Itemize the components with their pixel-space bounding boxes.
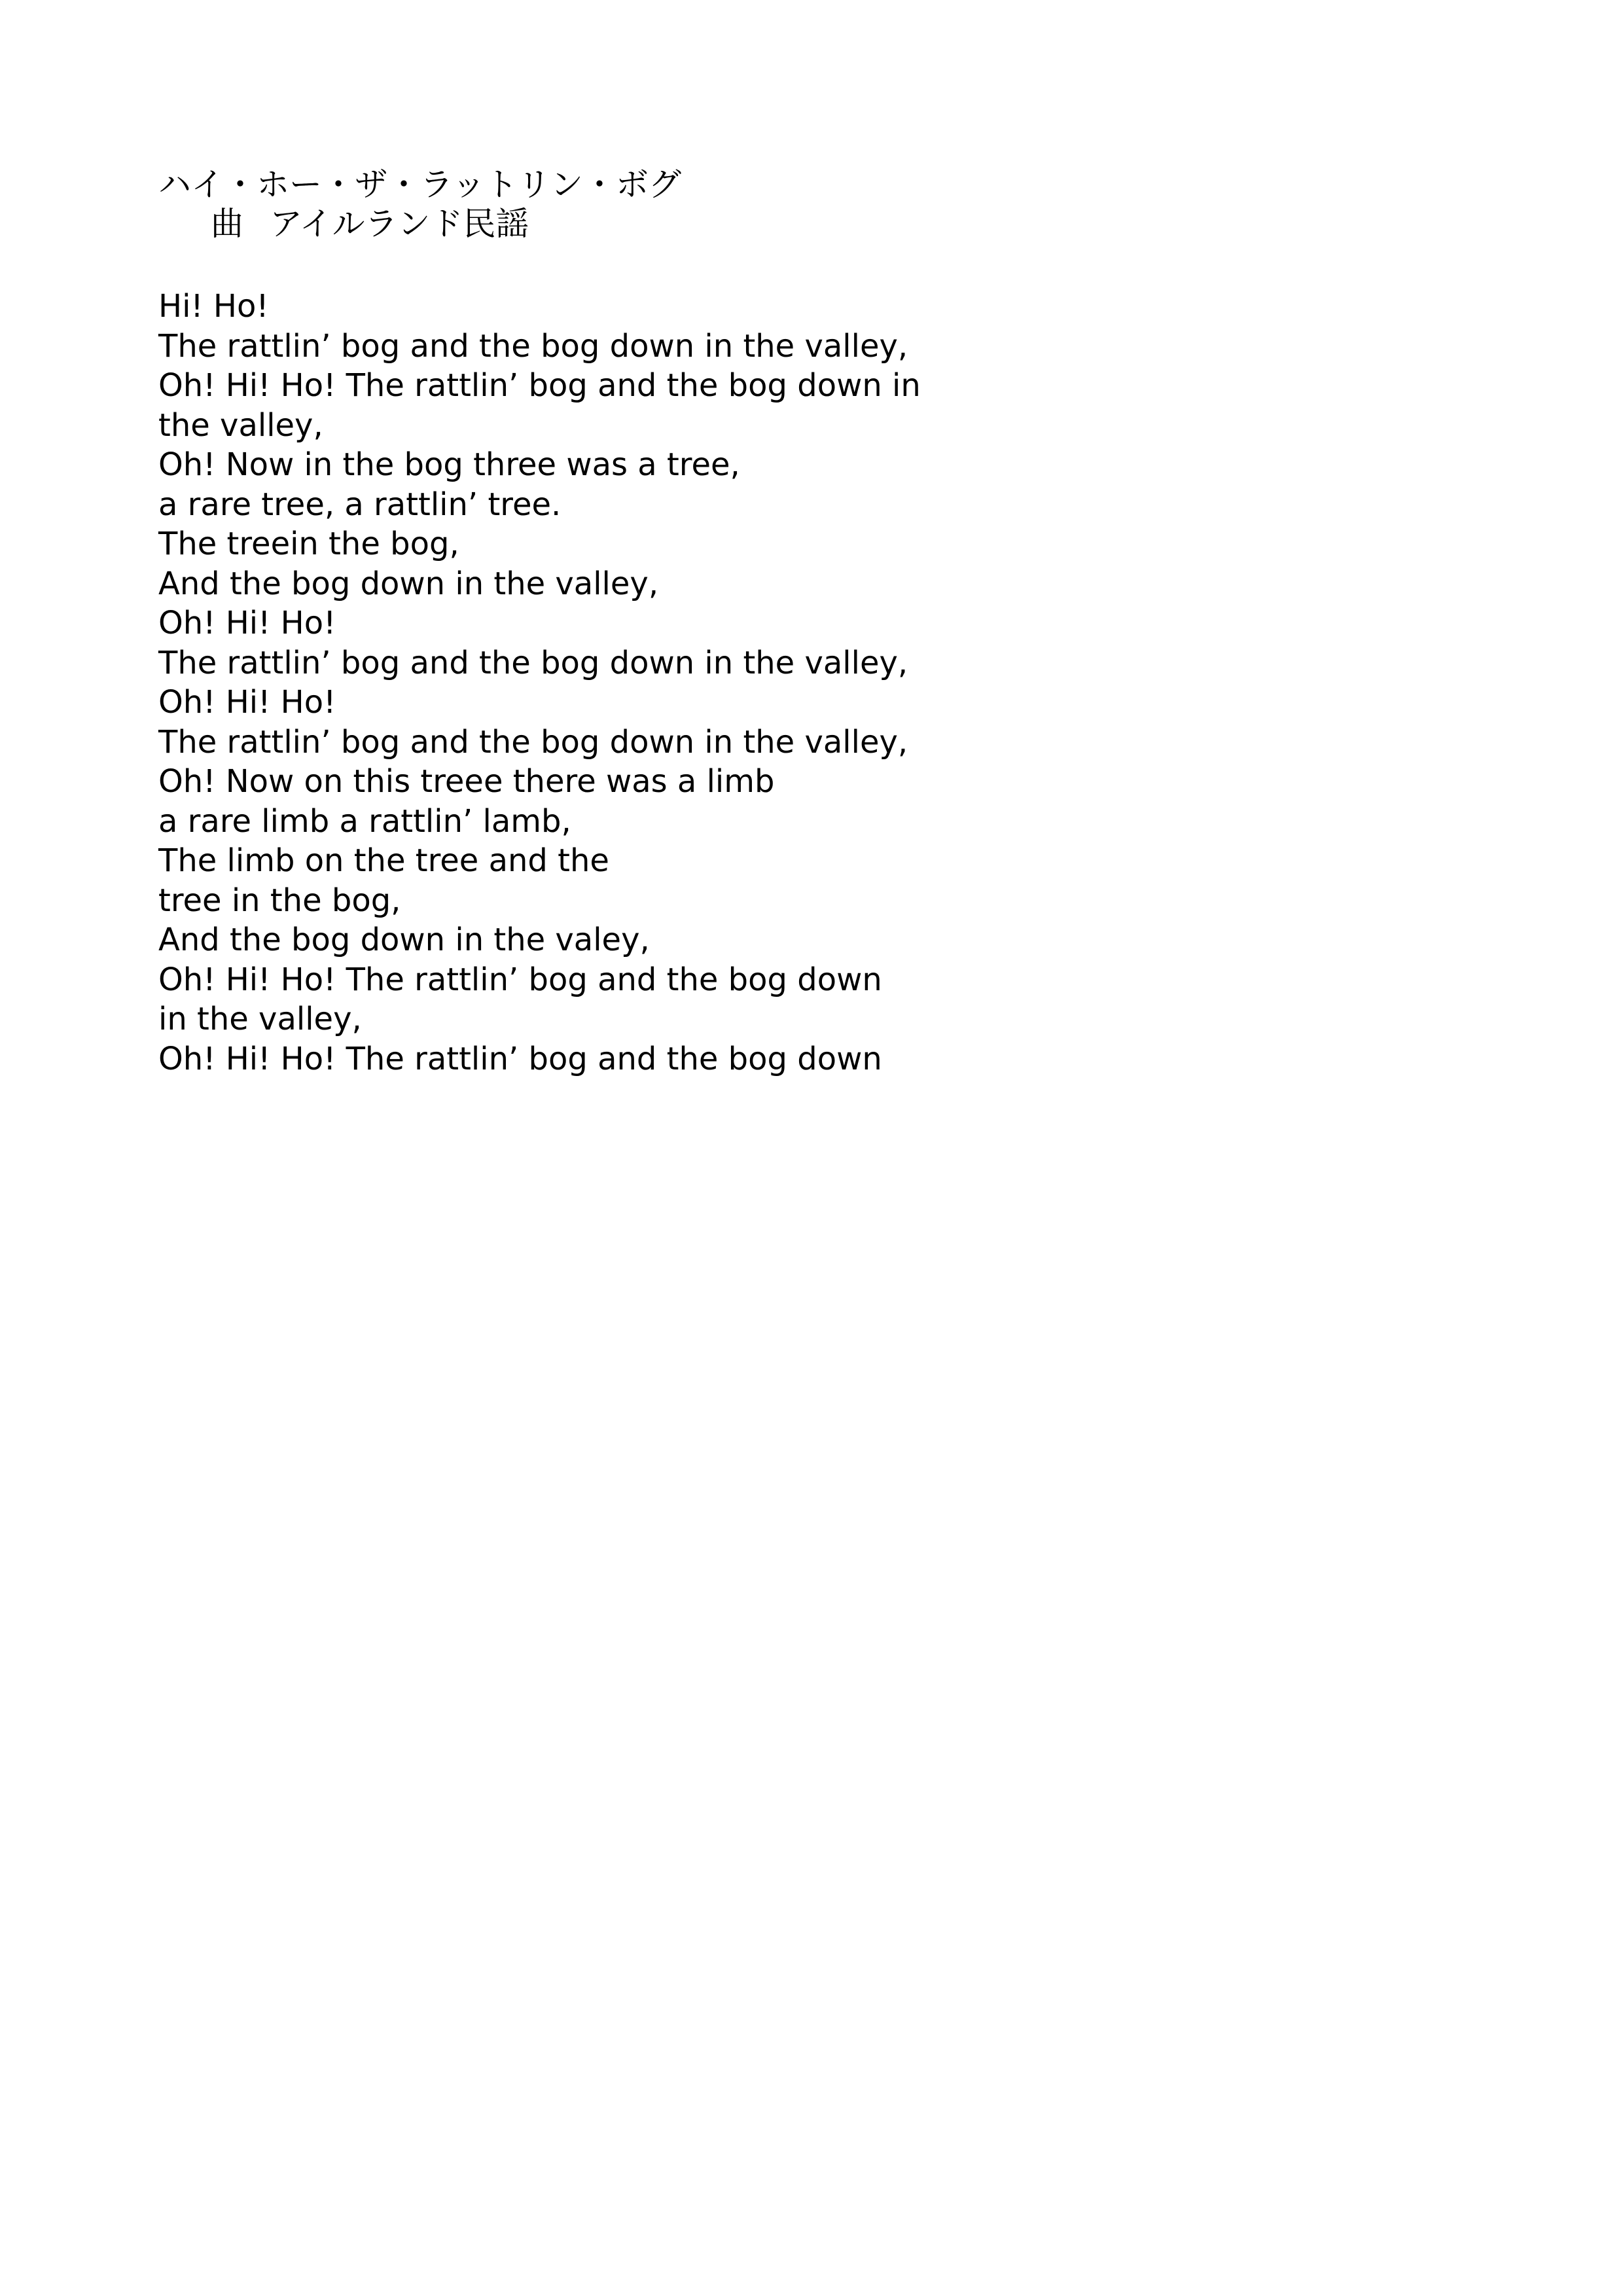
lyric-line: tree in the bog, [158,882,401,919]
lyric-line: The rattlin’ bog and the bog down in the valley, [158,723,908,761]
song-subtitle [158,204,1205,243]
lyric-line: in the valley, [158,1001,362,1037]
composer-origin: アイルランド民謡 [270,205,529,243]
lyric-line: a rare tree, a rattlin’ tree. [158,486,562,523]
lyric-line: And the bog down in the valley, [158,565,659,602]
lyric-line: Oh! Now on this treee there was a limb [158,763,775,800]
lyric-line: The treein the bog, [158,526,459,562]
lyric-line: a rare limb a rattlin’ lamb, [158,802,571,840]
composition-label: 曲 [211,205,243,243]
lyrics-block [158,287,1336,1079]
title-block [158,165,1205,243]
lyric-line: Oh! Hi! Ho! The rattlin’ bog and the bog down in [158,367,921,404]
lyric-line: The rattlin’ bog and the bog down in the valley, [158,327,908,365]
lyric-line: the valley, [158,406,323,444]
lyric-line: Oh! Hi! Ho! [158,605,336,641]
lyric-line: The rattlin’ bog and the bog down in the valley, [158,644,908,681]
lyric-line: Oh! Now in the bog three was a tree, [158,446,740,483]
lyric-line: Oh! Hi! Ho! The rattlin’ bog and the bog down [158,1040,882,1077]
lyric-line: Oh! Hi! Ho! [158,684,336,721]
lyric-line: The limb on the tree and the [158,842,609,879]
lyric-line: And the bog down in the valey, [158,922,650,958]
song-title: ハイ・ホー・ザ・ラットリン・ボグ [158,166,681,204]
lyric-line: Hi! Ho! [158,288,269,325]
lyric-line: Oh! Hi! Ho! The rattlin’ bog and the bog down [158,961,882,998]
